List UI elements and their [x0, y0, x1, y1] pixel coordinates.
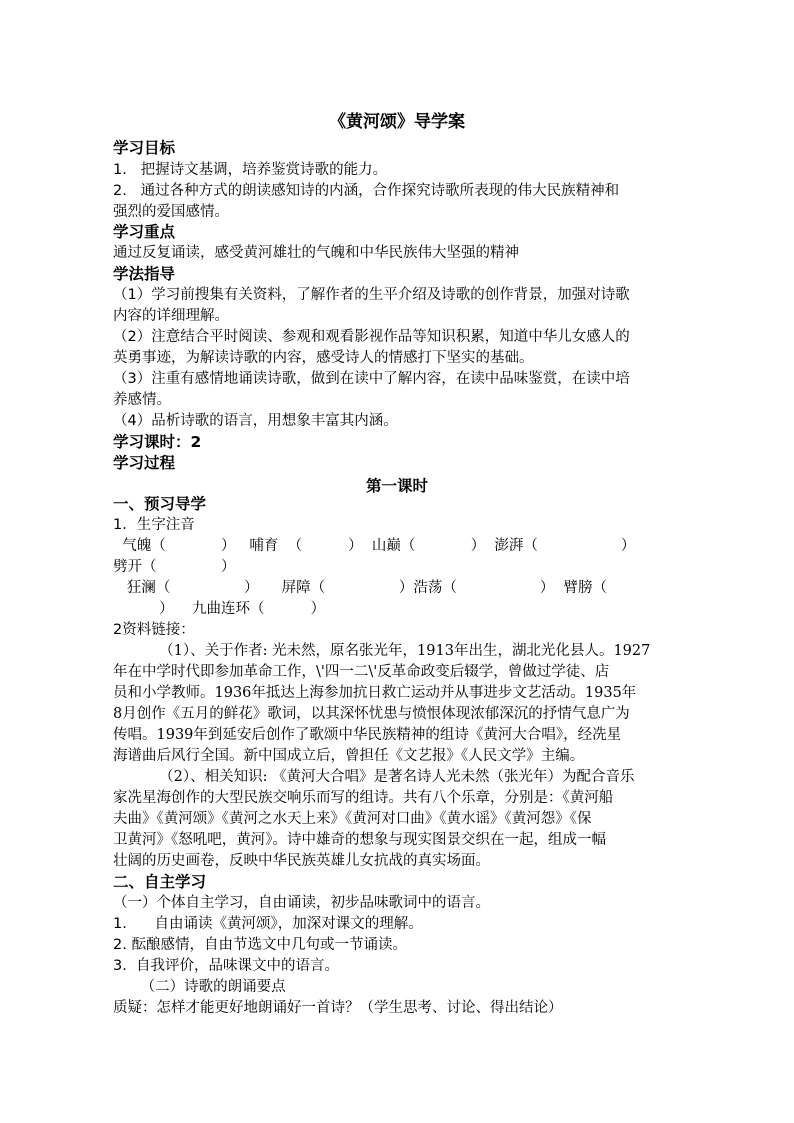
section2-line: 质疑：怎样才能更好地朗诵好一首诗？（学生思考、讨论、得出结论）: [113, 1000, 563, 1016]
goal-item: 2. 通过各种方式的朗读感知诗的内涵，合作探究诗歌所表现的伟大民族精神和: [113, 183, 620, 199]
material-line: 年在中学时代即参加革命工作，\'四一二\'反革命政变后辍学，曾做过学徒、店: [113, 664, 610, 680]
section2-line: 3. 自我评价，品味课文中的语言。: [113, 958, 340, 974]
section2-line: （一）个体自主学习，自由诵读，初步品味歌词中的语言。: [113, 895, 490, 911]
material-line: 传唱。1939年到延安后创作了歌颂中华民族精神的组诗《黄河大合唱》，经冼星: [113, 727, 622, 743]
goals-heading: 学习目标: [113, 139, 176, 157]
goal-item: 强烈的爱国感情。: [113, 204, 229, 220]
material-line: 家冼星海创作的大型民族交响乐而写的组诗。共有八个乐章，分别是：《黄河船: [113, 790, 614, 806]
focus-text: 通过反复诵读，感受黄河雄壮的气魄和中华民族伟大坚强的精神: [113, 245, 519, 261]
method-heading: 学法指导: [113, 265, 176, 283]
vocab-line: 气魄（ ） 哺育 （ ） 山巅（ ） 澎湃（ ）: [113, 538, 636, 554]
vocab-line: 劈开（ ）: [113, 559, 236, 575]
vocab-line: 狂澜（ ） 屏障（ ）浩荡（ ） 臂膀（: [113, 580, 608, 596]
section2-line: 2. 酝酿感情，自由节选文中几句或一节诵读。: [113, 937, 407, 953]
section2-line: （二）诗歌的朗诵要点: [113, 979, 286, 995]
method-line: （3）注重有感情地诵读诗歌，做到在读中了解内容，在读中品味鉴赏，在读中培: [113, 371, 630, 387]
material-line: 8月创作《五月的鲜花》歌词，以其深怀忧患与愤恨体现浓郁深沉的抒情气息广为: [113, 706, 630, 722]
method-line: 养感情。: [113, 392, 171, 408]
process-heading: 学习过程: [113, 454, 176, 472]
method-line: （4）品析诗歌的语言，用想象丰富其内涵。: [113, 413, 398, 429]
material-line: 海谱曲后风行全国。新中国成立后，曾担任《文艺报》《人民文学》主编。: [113, 748, 585, 764]
material-line: （2）、相关知识: 《黄河大合唱》是著名诗人光未然（张光年）为配合音乐: [113, 769, 635, 785]
material-line: 员和小学教师。1936年抵达上海参加抗日救亡运动并从事进步文艺活动。1935年: [113, 685, 637, 701]
section2-heading: 二、自主学习: [113, 873, 207, 891]
method-line: 内容的详细理解。: [113, 308, 229, 324]
material-line: 卫黄河》《怒吼吧，黄河》。诗中雄奇的想象与现实图景交织在一起，组成一幅: [113, 832, 606, 848]
material-line: 壮阔的历史画卷，反映中华民族英雄儿女抗战的真实场面。: [113, 853, 490, 869]
section1-sub1: 1．生字注音: [113, 517, 195, 533]
material-line: （1）、关于作者: 光未然，原名张光年，1913年出生，湖北光化县人。1927: [113, 643, 651, 659]
section1-sub2: 2资料链接：: [113, 622, 195, 638]
section1-heading: 一、预习导学: [113, 495, 207, 513]
document-title: 《黄河颂》导学案: [329, 112, 465, 132]
method-line: 英勇事迹，为解读诗歌的内容，感受诗人的情感打下坚实的基础。: [113, 350, 534, 366]
goal-item: 1. 把握诗文基调，培养鉴赏诗歌的能力。: [113, 162, 388, 178]
lesson-hours: 学习课时：2: [113, 433, 202, 451]
lesson-title: 第一课时: [365, 477, 428, 495]
vocab-line: ） 九曲连环（ ）: [113, 601, 326, 617]
focus-heading: 学习重点: [113, 223, 176, 241]
method-line: （2）注意结合平时阅读、参观和观看影视作品等知识积累，知道中华儿女感人的: [113, 329, 630, 345]
material-line: 夫曲》《黄河颂》《黄河之水天上来》《黄河对口曲》《黄水谣》《黄河怨》《保: [113, 811, 592, 827]
method-line: （1）学习前搜集有关资料，了解作者的生平介绍及诗歌的创作背景，加强对诗歌: [113, 287, 630, 303]
section2-line: 1. 自由诵读《黄河颂》，加深对课文的理解。: [113, 916, 423, 932]
